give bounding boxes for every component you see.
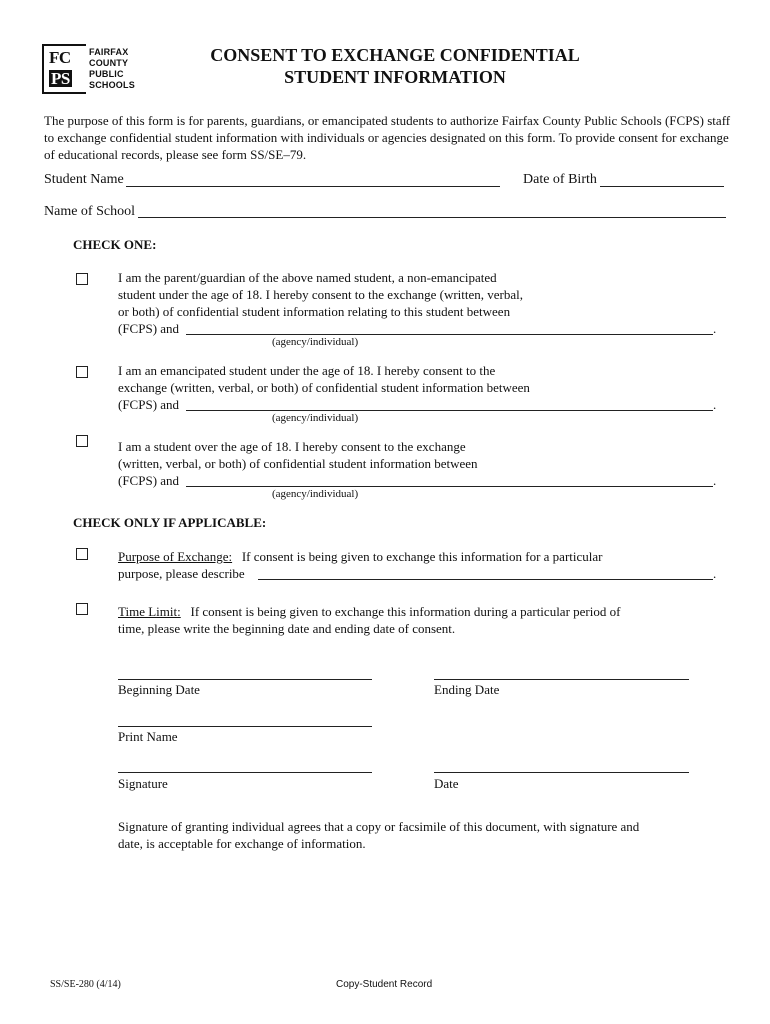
- school-field[interactable]: [138, 217, 726, 218]
- intro-paragraph: The purpose of this form is for parents, guardians, or emancipated students to authorize Fairfax County Public Schools (FCPS) staff to exchange confidential student information with individuals or agencies designated on this form. To provide consent for exchange of educational records, please see form SS/SE–79.: [44, 113, 731, 162]
- agency-caption: (agency/individual): [272, 336, 359, 348]
- agency-caption: (agency/individual): [272, 488, 359, 500]
- title-line-1: CONSENT TO EXCHANGE CONFIDENTIAL: [210, 45, 580, 65]
- signature-field[interactable]: [118, 772, 372, 773]
- ending-date-field[interactable]: [434, 679, 689, 680]
- logo-letters-fc: FC: [49, 48, 71, 67]
- date-of-birth-label: Date of Birth: [523, 172, 597, 187]
- time-limit-label: Time Limit:: [118, 604, 181, 619]
- option-text-line: I am a student over the age of 18. I hereby consent to the exchange: [118, 439, 466, 454]
- title-line-2: STUDENT INFORMATION: [284, 67, 506, 87]
- beginning-date-field[interactable]: [118, 679, 372, 680]
- time-limit-line-2: time, please write the beginning date and ending date of consent.: [118, 621, 456, 636]
- logo-word: PUBLIC: [89, 69, 124, 79]
- option-emancipated-agency-field[interactable]: [186, 410, 713, 411]
- purpose-describe-label: purpose, please describe: [118, 566, 245, 581]
- fcps-and-label: (FCPS) and: [118, 397, 180, 412]
- time-limit-checkbox[interactable]: [76, 603, 88, 615]
- agency-caption: (agency/individual): [272, 412, 359, 424]
- fcps-and-label: (FCPS) and: [118, 473, 180, 488]
- ending-date-label: Ending Date: [434, 682, 500, 697]
- option-text-line: exchange (written, verbal, or both) of confidential student information between: [118, 380, 530, 395]
- period: .: [713, 473, 717, 488]
- option-text-line: (written, verbal, or both) of confidential student information between: [118, 456, 478, 471]
- copy-note: Copy-Student Record: [336, 979, 433, 990]
- form-number: SS/SE-280 (4/14): [50, 979, 121, 990]
- time-limit-text: If consent is being given to exchange this information during a particular period of: [190, 604, 621, 619]
- option-text-line: I am an emancipated student under the age of 18. I hereby consent to the: [118, 363, 496, 378]
- student-name-label: Student Name: [44, 172, 124, 187]
- check-applicable-heading: CHECK ONLY IF APPLICABLE:: [73, 515, 267, 530]
- logo-word: SCHOOLS: [89, 80, 135, 90]
- option-over-18-checkbox[interactable]: [76, 435, 88, 447]
- logo-word: COUNTY: [89, 58, 129, 68]
- option-over-18-agency-field[interactable]: [186, 486, 713, 487]
- option-text-line: I am the parent/guardian of the above named student, a non-emancipated: [118, 270, 497, 285]
- school-label: Name of School: [44, 204, 135, 219]
- print-name-field[interactable]: [118, 726, 372, 727]
- period: .: [713, 566, 717, 581]
- purpose-label: Purpose of Exchange:: [118, 549, 233, 564]
- student-name-field[interactable]: [126, 186, 500, 187]
- purpose-text: If consent is being given to exchange this information for a particular: [241, 549, 603, 564]
- option-over-18-text: [118, 438, 478, 472]
- time-limit-line-1: [118, 603, 620, 620]
- purpose-checkbox[interactable]: [76, 548, 88, 560]
- signature-date-label: Date: [434, 776, 459, 791]
- option-text-line: student under the age of 18. I hereby consent to the exchange (written, verbal,: [118, 287, 524, 302]
- option-emancipated-checkbox[interactable]: [76, 366, 88, 378]
- option-emancipated-text: [118, 362, 530, 396]
- date-of-birth-field[interactable]: [600, 186, 724, 187]
- logo-letters-ps: PS: [51, 69, 70, 88]
- option-text-line: or both) of confidential student information relating to this student between: [118, 304, 511, 319]
- logo-word: FAIRFAX: [89, 47, 129, 57]
- purpose-field[interactable]: [258, 579, 713, 580]
- period: .: [713, 397, 717, 412]
- logo-wordmark: [89, 47, 135, 91]
- signature-date-field[interactable]: [434, 772, 689, 773]
- purpose-line-1: [118, 548, 602, 565]
- print-name-label: Print Name: [118, 729, 178, 744]
- signature-note-line: Signature of granting individual agrees that a copy or facsimile of this document, with signature and: [118, 819, 640, 834]
- signature-note-line: date, is acceptable for exchange of information.: [118, 836, 366, 851]
- signature-note: [118, 818, 639, 852]
- option-parent-agency-field[interactable]: [186, 334, 713, 335]
- signature-label: Signature: [118, 776, 168, 791]
- check-one-heading: CHECK ONE:: [73, 237, 157, 252]
- form-title: [160, 44, 630, 88]
- fcps-logo: [40, 40, 150, 96]
- beginning-date-label: Beginning Date: [118, 682, 200, 697]
- option-parent-text: [118, 269, 523, 320]
- option-parent-checkbox[interactable]: [76, 273, 88, 285]
- fcps-and-label: (FCPS) and: [118, 321, 180, 336]
- period: .: [713, 321, 717, 336]
